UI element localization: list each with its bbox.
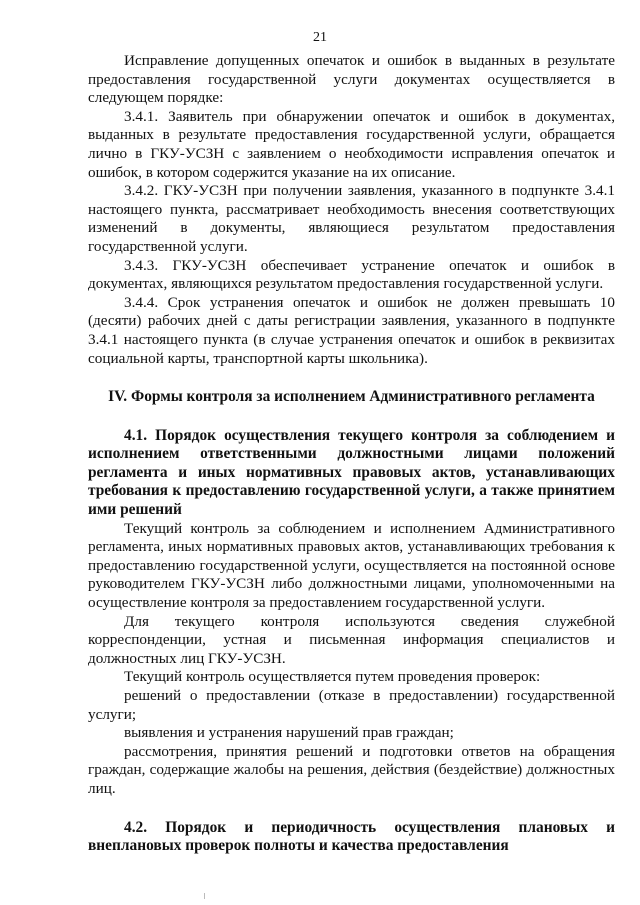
list-item-violations: выявления и устранения нарушений прав граждан;: [124, 724, 454, 742]
paragraph-3-4-3: 3.4.3. ГКУ-УСЗН обеспечивает устранение опечаток и ошибок в документах, являющихся результатом предоставления государственной услуги.: [88, 256, 615, 293]
list-item-decisions: решений о предоставлении (отказе в предоставлении) государственной услуги;: [88, 687, 615, 723]
paragraph-current-control: Текущий контроль за соблюдением и исполнением Административного регламента, иных нормативных правовых актов, устанавливающих требования к предоставлению государственной услуги, осуществляется на постоянной основе руководителем ГКУ-УСЗН либо должностными лицами, уполномоченными на осуществление контроля за предоставлением государственной услуги.: [88, 519, 615, 612]
list-item-appeals: рассмотрения, принятия решений и подготовки ответов на обращения граждан, содержащие жалобы на решения, действия (бездействие) должностных лиц.: [88, 742, 615, 797]
spacer: [88, 407, 615, 427]
spacer: [88, 799, 615, 819]
paragraph-3-4-4: 3.4.4. Срок устранения опечаток и ошибок не должен превышать 10 (десяти) рабочих дней с даты регистрации заявления, указанного в подпункте 3.4.1 настоящего пункта (в случае устранения опечаток и ошибок в реквизитах социальной карты, транспортной карты школьника).: [88, 293, 615, 367]
document-body: [88, 52, 615, 856]
spacer: [88, 368, 615, 388]
paragraph-3-4-2: 3.4.2. ГКУ-УСЗН при получении заявления, указанного в подпункте 3.4.1 настоящего пункта, рассматривает необходимость внесения соответствующих изменений в документы, являющиеся результатом предоставления государственной услуги.: [88, 182, 615, 255]
subsection-heading-4-2: 4.2. Порядок и периодичность осуществления плановых и внеплановых проверок полноты и качества предоставления: [88, 818, 615, 855]
paragraph-3-4-1: 3.4.1. Заявитель при обнаружении опечаток и ошибок в документах, выданных в результате предоставления государственной услуги, обращается лично в ГКУ-УСЗН с заявлением о необходимости исправления опечаток и ошибок, в котором содержится указание на их описание.: [88, 107, 615, 181]
scan-mark: [204, 893, 205, 899]
paragraph-sources: Для текущего контроля используются сведения служебной корреспонденции, устная и письменная информация специалистов и должностных лиц ГКУ-УСЗН.: [88, 612, 615, 667]
paragraph-intro: Исправление допущенных опечаток и ошибок в выданных в результате предоставления государственной услуги документах осуществляется в следующем порядке:: [88, 52, 615, 107]
section-heading-iv: IV. Формы контроля за исполнением Административного регламента: [108, 388, 595, 406]
subsection-heading-4-1: 4.1. Порядок осуществления текущего контроля за соблюдением и исполнением ответственными должностными лицами положений регламента и иных нормативных правовых актов, устанавливающих требования к предоставлению государственной услуги, а также принятием ими решений: [88, 426, 615, 519]
page-number: 21: [313, 30, 327, 45]
paragraph-checks-intro: Текущий контроль осуществляется путем проведения проверок:: [124, 668, 541, 686]
